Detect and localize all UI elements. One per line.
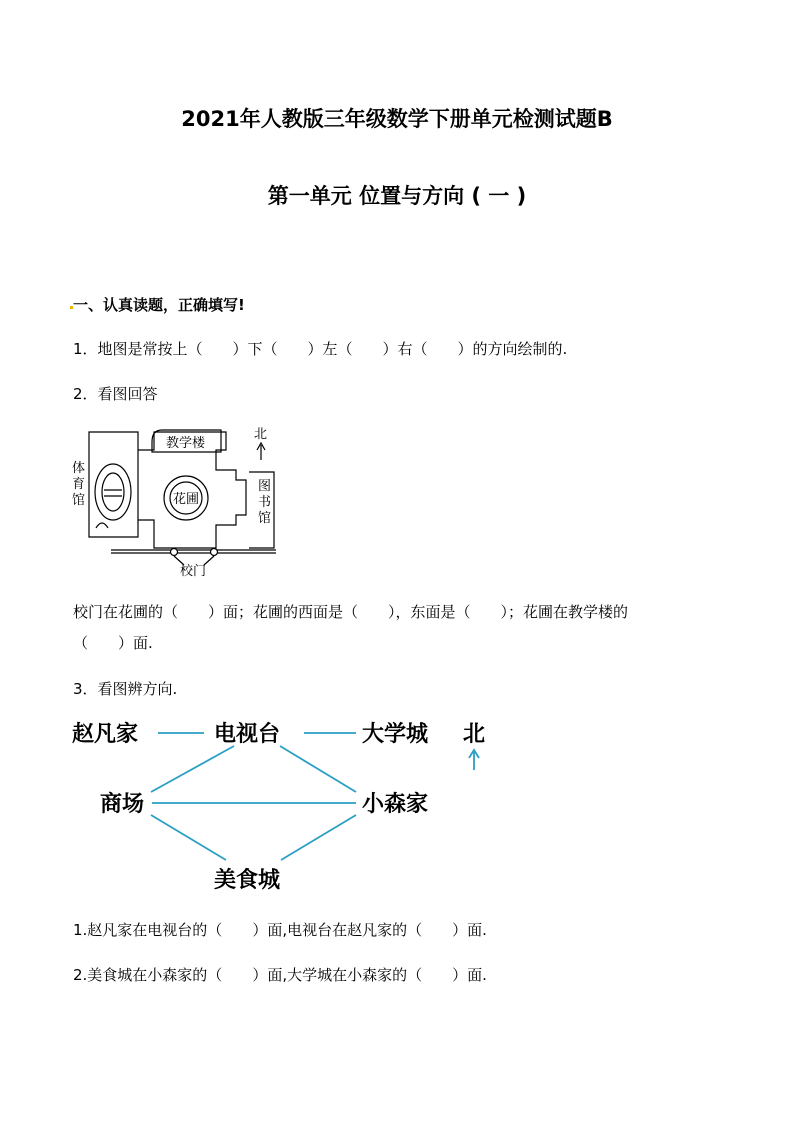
marker-dot — [70, 306, 73, 309]
gate-post-right — [211, 549, 218, 556]
section-heading — [73, 294, 245, 315]
gate-post-left — [171, 549, 178, 556]
gym-track — [95, 464, 131, 520]
label-gate: 校门 — [180, 564, 207, 579]
direction-map-figure — [66, 712, 496, 897]
edge-mall-food — [151, 815, 226, 860]
gym-door — [96, 523, 108, 528]
label-library-2: 书 — [258, 495, 272, 510]
node-xiaosen-home: 小森家 — [362, 791, 429, 817]
node-north: 北 — [463, 721, 486, 747]
question-3-answer-2: 2.美食城在小森家的（ ）面,大学城在小森家的（ ）面. — [73, 966, 487, 984]
label-gym-1: 体 — [72, 461, 86, 476]
question-3-answer-1: 1.赵凡家在电视台的（ ）面,电视台在赵凡家的（ ）面. — [73, 921, 487, 939]
label-library-1: 图 — [258, 479, 272, 494]
label-gym-3: 馆 — [72, 493, 86, 508]
question-2-answer-line-1: 校门在花圃的（ ）面；花圃的西面是（ ），东面是（ ）；花圃在教学楼的 — [73, 603, 629, 621]
question-2-answer-line-2: （ ）面. — [73, 634, 153, 652]
node-university-city: 大学城 — [362, 721, 429, 747]
page-title: 2021年人教版三年级数学下册单元检测试题B — [181, 107, 613, 131]
node-tv-station: 电视台 — [214, 721, 281, 747]
edge-tv-xiaosen — [280, 746, 356, 792]
school-map-figure — [66, 420, 286, 580]
question-1: 1．地图是常按上（ ）下（ ）左（ ）右（ ）的方向绘制的. — [73, 340, 568, 358]
edge-tv-mall — [151, 746, 234, 792]
unit-subtitle: 第一单元 位置与方向 ( 一 ) — [267, 184, 527, 208]
label-garden: 花圃 — [173, 492, 200, 507]
edge-xiaosen-food — [281, 815, 356, 860]
label-library-3: 馆 — [258, 511, 272, 526]
section-heading-text: 一、认真读题，正确填写! — [73, 296, 245, 314]
question-2-prompt: 2．看图回答 — [73, 385, 158, 403]
gym-track-inner — [102, 473, 124, 511]
label-teaching-building: 教学楼 — [166, 436, 206, 451]
label-north: 北 — [254, 427, 268, 442]
question-3-prompt: 3．看图辨方向. — [73, 680, 178, 698]
label-gym-2: 育 — [72, 477, 86, 492]
node-zhaofan-home: 赵凡家 — [72, 721, 139, 747]
node-food-city: 美食城 — [214, 867, 281, 893]
node-mall: 商场 — [100, 791, 145, 817]
